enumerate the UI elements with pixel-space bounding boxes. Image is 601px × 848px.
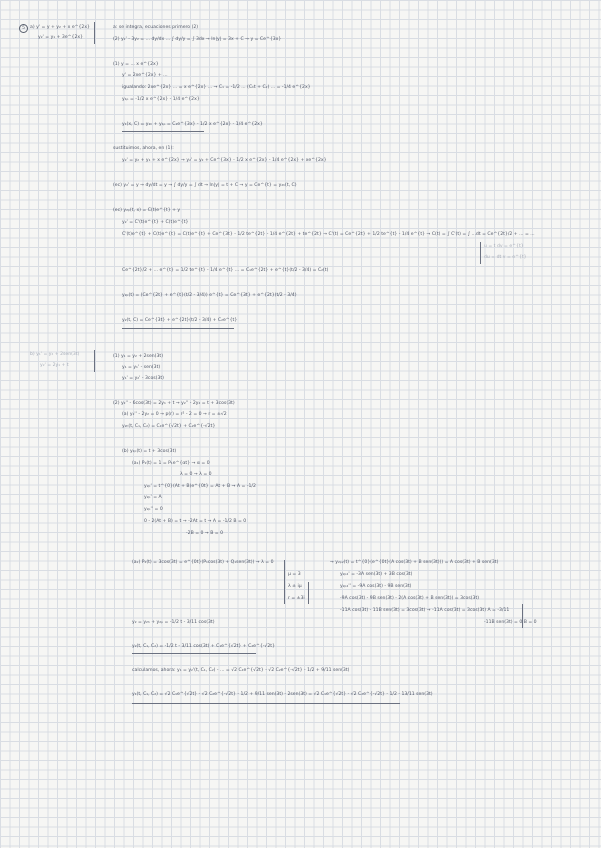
part-b-line: λ = 0 → λ = 0 bbox=[180, 472, 212, 477]
part-b-result-y2: y₂(t, C₁, C₂) = -1/2 t - 3/11 cos(3t) + C₁e^{√2t} + C₂e^{-√2t} bbox=[132, 644, 275, 649]
part-a-line: (2) y₂' - 3y₂ = ... dy/dx ... ∫ dy/y = ∫ 3dx → ln|y| = 3x + C → y = Ce^{3x} bbox=[113, 37, 282, 42]
result-underline bbox=[122, 328, 234, 329]
part-b-line: y₂ₚ₂' = -3A sen(3t) + 3B cos(3t) bbox=[340, 572, 413, 577]
part-b-line: (2) y₂'' - 6cos(3t) = 2y₁ + t → y₂'' - 2y₂ = t + 3cos(3t) bbox=[113, 401, 235, 406]
part-a-line: sustituimos, ahora, en (1): bbox=[113, 146, 174, 151]
part-b-line: (a₂) P₂(t) = 3cos(3t) = e^{0t}(P₁cos(3t) + Q₁sen(3t)) → λ = 0 bbox=[132, 560, 274, 565]
part-b-line: y₂ₚ₂'' = -9A cos(3t) - 9B sen(3t) bbox=[340, 584, 412, 589]
part-a-line: (1) y = ... x e^{2x} bbox=[113, 62, 159, 67]
part-b-line: y₂ₚ'' = 0 bbox=[144, 507, 163, 512]
part-b-result-y1: y₁(t, C₁, C₂) = √2 C₁e^{√2t} - √2 C₂e^{-√2t} - 1/2 + 9/11 sen(3t) - 2sen(3t) = √2 C₁e^{√2t} - √2 C₂e^{-√2t} - 1/2 - 13/11 sen(3t) bbox=[132, 692, 433, 697]
part-b-line: λ ± iμ bbox=[288, 584, 302, 589]
part-b-line: -9A cos(3t) - 9B sen(3t) - 2(A cos(3t) + B sen(3t)) = 3cos(3t) bbox=[340, 596, 480, 601]
problem-a-line-1: a) y' = y + y₂ + x e^{2x} bbox=[30, 25, 90, 30]
part-b-line: y₂ = y₂ₕ + y₂ₚ = -1/2 t - 3/11 cos(3t) bbox=[132, 620, 215, 625]
part-a-line: du = dt v = e^{t} bbox=[484, 255, 527, 260]
part-a-line: y₂ₚ(t) = (Ce^{2t} + e^{t}(t/2 - 3/4)) e^{t} = Ce^{3t} + e^{2t}(t/2 - 3/4) bbox=[122, 293, 297, 298]
part-b-line: -11B sen(3t) = 0 B = 0 bbox=[484, 620, 537, 625]
part-a-result-y2: y₂(t, C) = Ce^{3t} + e^{2t}(t/2 - 3/4) + C₂e^{t} bbox=[122, 318, 238, 323]
case-divider bbox=[522, 604, 523, 628]
part-a-line: y' = 2xe^{2x} + ... bbox=[122, 73, 168, 78]
part-b-line: (b) y₂ₚ(t) = t + 3cos(3t) bbox=[122, 449, 177, 454]
part-b-line: μ = 3 bbox=[288, 572, 301, 577]
result-underline bbox=[132, 653, 256, 654]
part-b-line: r = ±3i bbox=[288, 596, 305, 601]
part-b-line: (a₁) P₁(t) = 1 = P₁e^{αt} → α = 0 bbox=[132, 461, 210, 466]
part-b-line: y₁ = y₁' - sen(3t) bbox=[122, 365, 161, 370]
part-b-line: calculamos, ahora: y₁ = y₂'(t, C₁, C₂) - ... = √2 C₁e^{√2t} - √2 C₂e^{-√2t} - 1/2 + 9/11 sen(3t) bbox=[132, 668, 350, 673]
problem-number: 5 bbox=[19, 24, 28, 33]
part-b-line: y₂ₚ' = A bbox=[144, 495, 162, 500]
result-underline bbox=[122, 131, 204, 132]
part-a-line: C'(t)e^{t} + C(t)e^{t} = C(t)e^{t} + Ce^{3t} - 1/2 te^{2t} - 1/4 e^{2t} + te^{2t} → C'(t) = Ce^{2t} + 1/2 te^{t} - 1/4 e^{t} → C(t) = ∫ C'(t) = ∫ ...dt = Ce^{2t}/2 + ... = ... bbox=[122, 232, 535, 237]
problem-b-line-1: b) y₁' = y₂ + 2sen(3t) bbox=[30, 352, 80, 357]
result-underline bbox=[132, 703, 400, 704]
part-a-line: y₂' = C'(t)e^{t} + C(t)e^{t} bbox=[122, 220, 189, 225]
part-b-line: (a) y₂'' - 2y₂ = 0 → p(r) = r² - 2 = 0 → r = ±√2 bbox=[122, 412, 227, 417]
part-a-line: y₂' = y₂ + y₁ + x e^{2x} → y₂' = y₂ + Ce^{3x} - 1/2 x e^{2x} - 1/4 e^{2x} + xe^{2x} bbox=[122, 158, 327, 163]
problem-b-line-2: y₂' = 2y₁ + t bbox=[40, 363, 69, 368]
part-a-line: y₁ₚ = -1/2 x e^{2x} - 1/4 e^{2x} bbox=[122, 97, 200, 102]
part-a-line: igualando: 2xe^{2x} ... = x e^{2x} ... → C₁ = -1/2 ... (C₁t + C₂) ... = -1/4 e^{2x} bbox=[122, 85, 311, 90]
part-b-line: y₁' = y₂' - 3cos(3t) bbox=[122, 376, 164, 381]
case-divider bbox=[284, 560, 285, 604]
part-a-line: Ce^{2t}/2 + ... e^{t} = 1/2 te^{t} - 1/4 e^{t} ... = C₁e^{2t} + e^{t}(t/2 - 3/4) = C₂(t) bbox=[122, 268, 329, 273]
part-b-line: 0 - 2(At + B) = t → -2At = t → A = -1/2 B = 0 bbox=[144, 519, 247, 524]
case-divider bbox=[308, 582, 309, 604]
part-a-result-y1: y₁(x, C) = y₁ₕ + y₁ₚ = C₁e^{3x} - 1/2 x e^{2x} - 1/4 e^{2x} bbox=[122, 122, 263, 127]
problem-a-line-2: y₂' = y₁ + 3e^{2x} bbox=[38, 35, 84, 40]
part-b-line: y₂ₚ' = t^{0}(At + B)e^{0t} = At + B → A = -1/2 bbox=[144, 484, 256, 489]
part-b-line: -11A cos(3t) - 11B sen(3t) = 3cos(3t) → -11A cos(3t) = 3cos(3t) A = -3/11 bbox=[340, 608, 510, 613]
integration-divider bbox=[480, 242, 481, 264]
problem-a-divider bbox=[94, 22, 95, 44]
part-b-line: y₂ₕ(t, C₁, C₂) = C₁e^{√2t} + C₂e^{-√2t} bbox=[122, 424, 216, 429]
part-b-line: (1) y₁ = y₂ + 2sen(3t) bbox=[113, 354, 163, 359]
part-b-line: -2B = 0 → B = 0 bbox=[186, 531, 224, 536]
part-a-line: (ec) y₂' = y → dy/dt = y → ∫ dy/y = ∫ dt → ln|y| = t + C → y = Ce^{t} = y₂ₕ(t, C) bbox=[113, 183, 297, 188]
part-a-line: (ec) y₂ₚ(t, x) = C(t)e^{t} + y bbox=[113, 208, 181, 213]
part-b-line: → y₂ₚ₂(t) = t^{0}(e^{0t}(A cos(3t) + B sen(3t))) = A cos(3t) + B sen(3t) bbox=[330, 560, 499, 565]
part-a-line: u = t dv = e^{t} bbox=[484, 244, 524, 249]
part-a-line: a: se integra, ecuaciones primero (2) bbox=[113, 25, 199, 30]
problem-b-divider bbox=[94, 350, 95, 372]
